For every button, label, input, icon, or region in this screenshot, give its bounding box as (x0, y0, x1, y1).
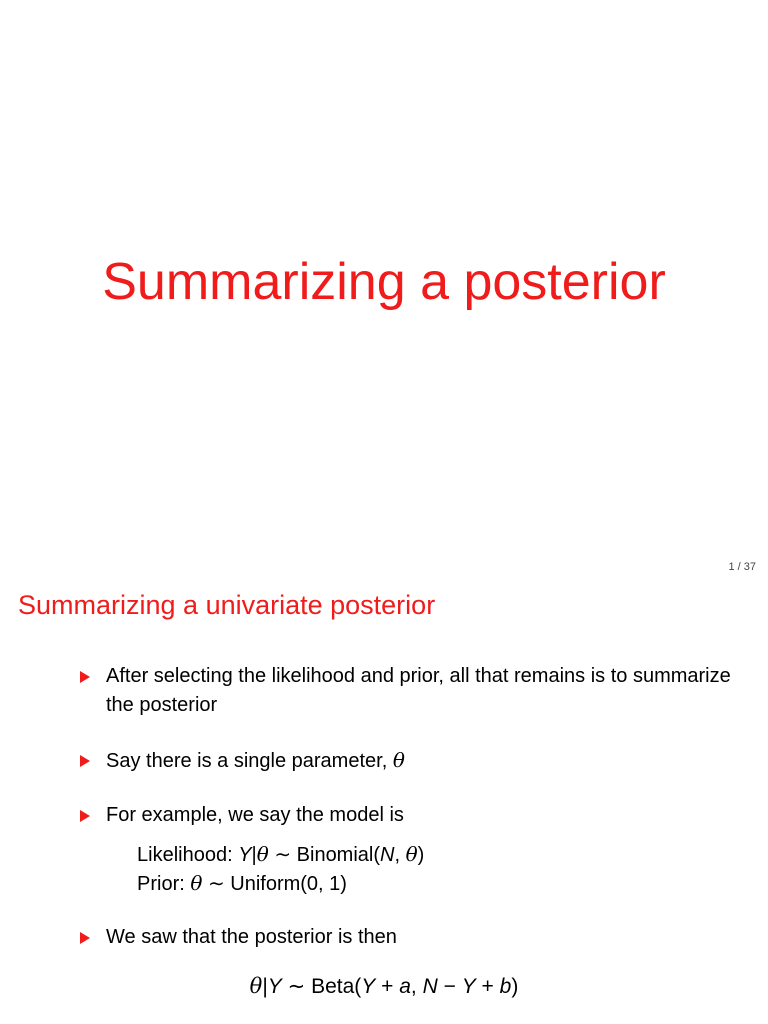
bullet-text: Say there is a single parameter, θ (106, 748, 405, 772)
bullet-triangle-icon (80, 755, 90, 767)
bullet-triangle-icon (80, 810, 90, 822)
posterior-equation: θ|Y ∼ Beta(Y + a, N − Y + b) (249, 974, 519, 998)
slide-title: Summarizing a posterior (102, 253, 666, 311)
bullet-triangle-icon (80, 932, 90, 944)
prior-line: Prior: θ ∼ Uniform(0, 1) (137, 871, 347, 895)
theta-symbol: θ (392, 748, 405, 772)
content-slide (0, 576, 768, 1024)
bullet-text: We saw that the posterior is then (106, 926, 397, 948)
bullet-triangle-icon (80, 671, 90, 683)
bullet-item-1 (80, 662, 740, 720)
bullet-item-2 (80, 746, 740, 776)
bullet-item-3 (80, 801, 740, 830)
bullet-text: For example, we say the model is (106, 804, 404, 826)
model-formula-block (137, 840, 424, 898)
frame-title: Summarizing a univariate posterior (18, 590, 436, 620)
bullet-text: After selecting the likelihood and prior, all that remains is to summarize the posterior (106, 665, 731, 716)
page-number: 1 / 37 (728, 561, 756, 573)
bullet-item-4 (80, 923, 740, 952)
likelihood-line: Likelihood: Y|θ ∼ Binomial(N, θ) (137, 842, 425, 866)
